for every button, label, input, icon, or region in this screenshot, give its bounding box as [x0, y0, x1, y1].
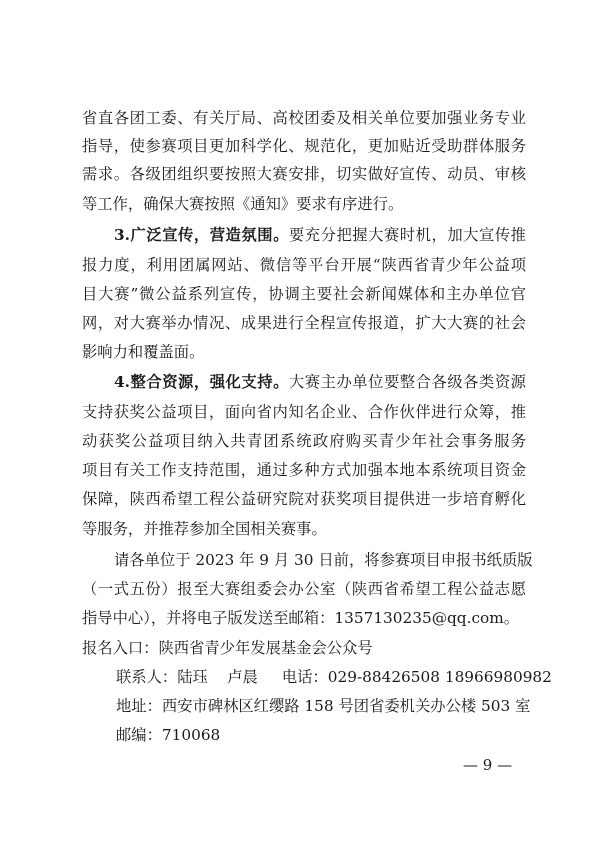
- contact-address: 地址：西安市碑林区红缨路 158 号团省委机关办公楼 503 室: [116, 697, 531, 715]
- para4-line-2: （一式五份）报至大赛组委会办公室（陕西省希望工程公益志愿: [82, 580, 526, 598]
- para1-line-4: 等工作，确保大赛按照《通知》要求有序进行。: [82, 195, 404, 213]
- contact-people: 陆珏 卢晨: [177, 668, 258, 686]
- para2-line-2: 报力度，利用团属网站、微信等平台开展“陕西省青少年公益项: [82, 256, 526, 274]
- page-number: — 9 —: [463, 756, 513, 774]
- para3-first-rest: 大赛主办单位要整合各级各类资源: [288, 373, 526, 391]
- para3-line-3: 动获奖公益项目纳入共青团系统政府购买青少年社会事务服务: [82, 432, 526, 450]
- para2-heading: 3.广泛宣传，营造氛围。: [114, 226, 289, 244]
- para2-first-rest: 要充分把握大赛时机，加大宣传推: [288, 226, 526, 244]
- para1-line-1: 省直各团工委、有关厅局、高校团委及相关单位要加强业务专业: [82, 109, 526, 127]
- signup-entry: 报名入口：陕西省青少年发展基金会公众号: [82, 639, 373, 657]
- para3-line-5: 保障，陕西希望工程公益研究院对获奖项目提供进一步培育孵化: [82, 490, 526, 508]
- para4-line-3: 指导中心），并将电子版发送至邮箱：1357130235@qq.com。: [82, 609, 520, 627]
- para3-line-4: 项目有关工作支持范围，通过多种方式加强本地本系统项目资金: [82, 461, 526, 479]
- contact-people-line: [116, 667, 552, 687]
- contact-people-label: 联系人：: [116, 668, 178, 686]
- para3-first-line: [114, 372, 526, 392]
- para2-line-5: 影响力和覆盖面。: [82, 343, 205, 361]
- para3-line-2: 支持获奖公益项目，面向省内知名企业、合作伙伴进行众筹，推: [82, 403, 526, 421]
- para2-first-line: [114, 225, 526, 245]
- para1-line-3: 需求。各级团组织要按照大赛安排，切实做好宣传、动员、审核: [82, 165, 526, 183]
- contact-phone: 029-88426508 18966980982: [327, 668, 552, 686]
- contact-phone-label: 电话：: [281, 668, 328, 686]
- para3-heading: 4.整合资源，强化支持。: [114, 373, 289, 391]
- para3-line-6: 等服务，并推荐参加全国相关赛事。: [82, 520, 327, 538]
- para2-line-4: 网，对大赛举办情况、成果进行全程宣传报道，扩大大赛的社会: [82, 314, 526, 332]
- contact-postcode: 邮编：710068: [116, 726, 221, 744]
- para2-line-3: 目大赛”微公益系列宣传，协调主要社会新闻媒体和主办单位官: [82, 285, 526, 303]
- para1-line-2: 指导，使参赛项目更加科学化、规范化，更加贴近受助群体服务: [82, 137, 526, 155]
- para4-line-1: 请各单位于 2023 年 9 月 30 日前，将参赛项目申报书纸质版: [114, 551, 533, 569]
